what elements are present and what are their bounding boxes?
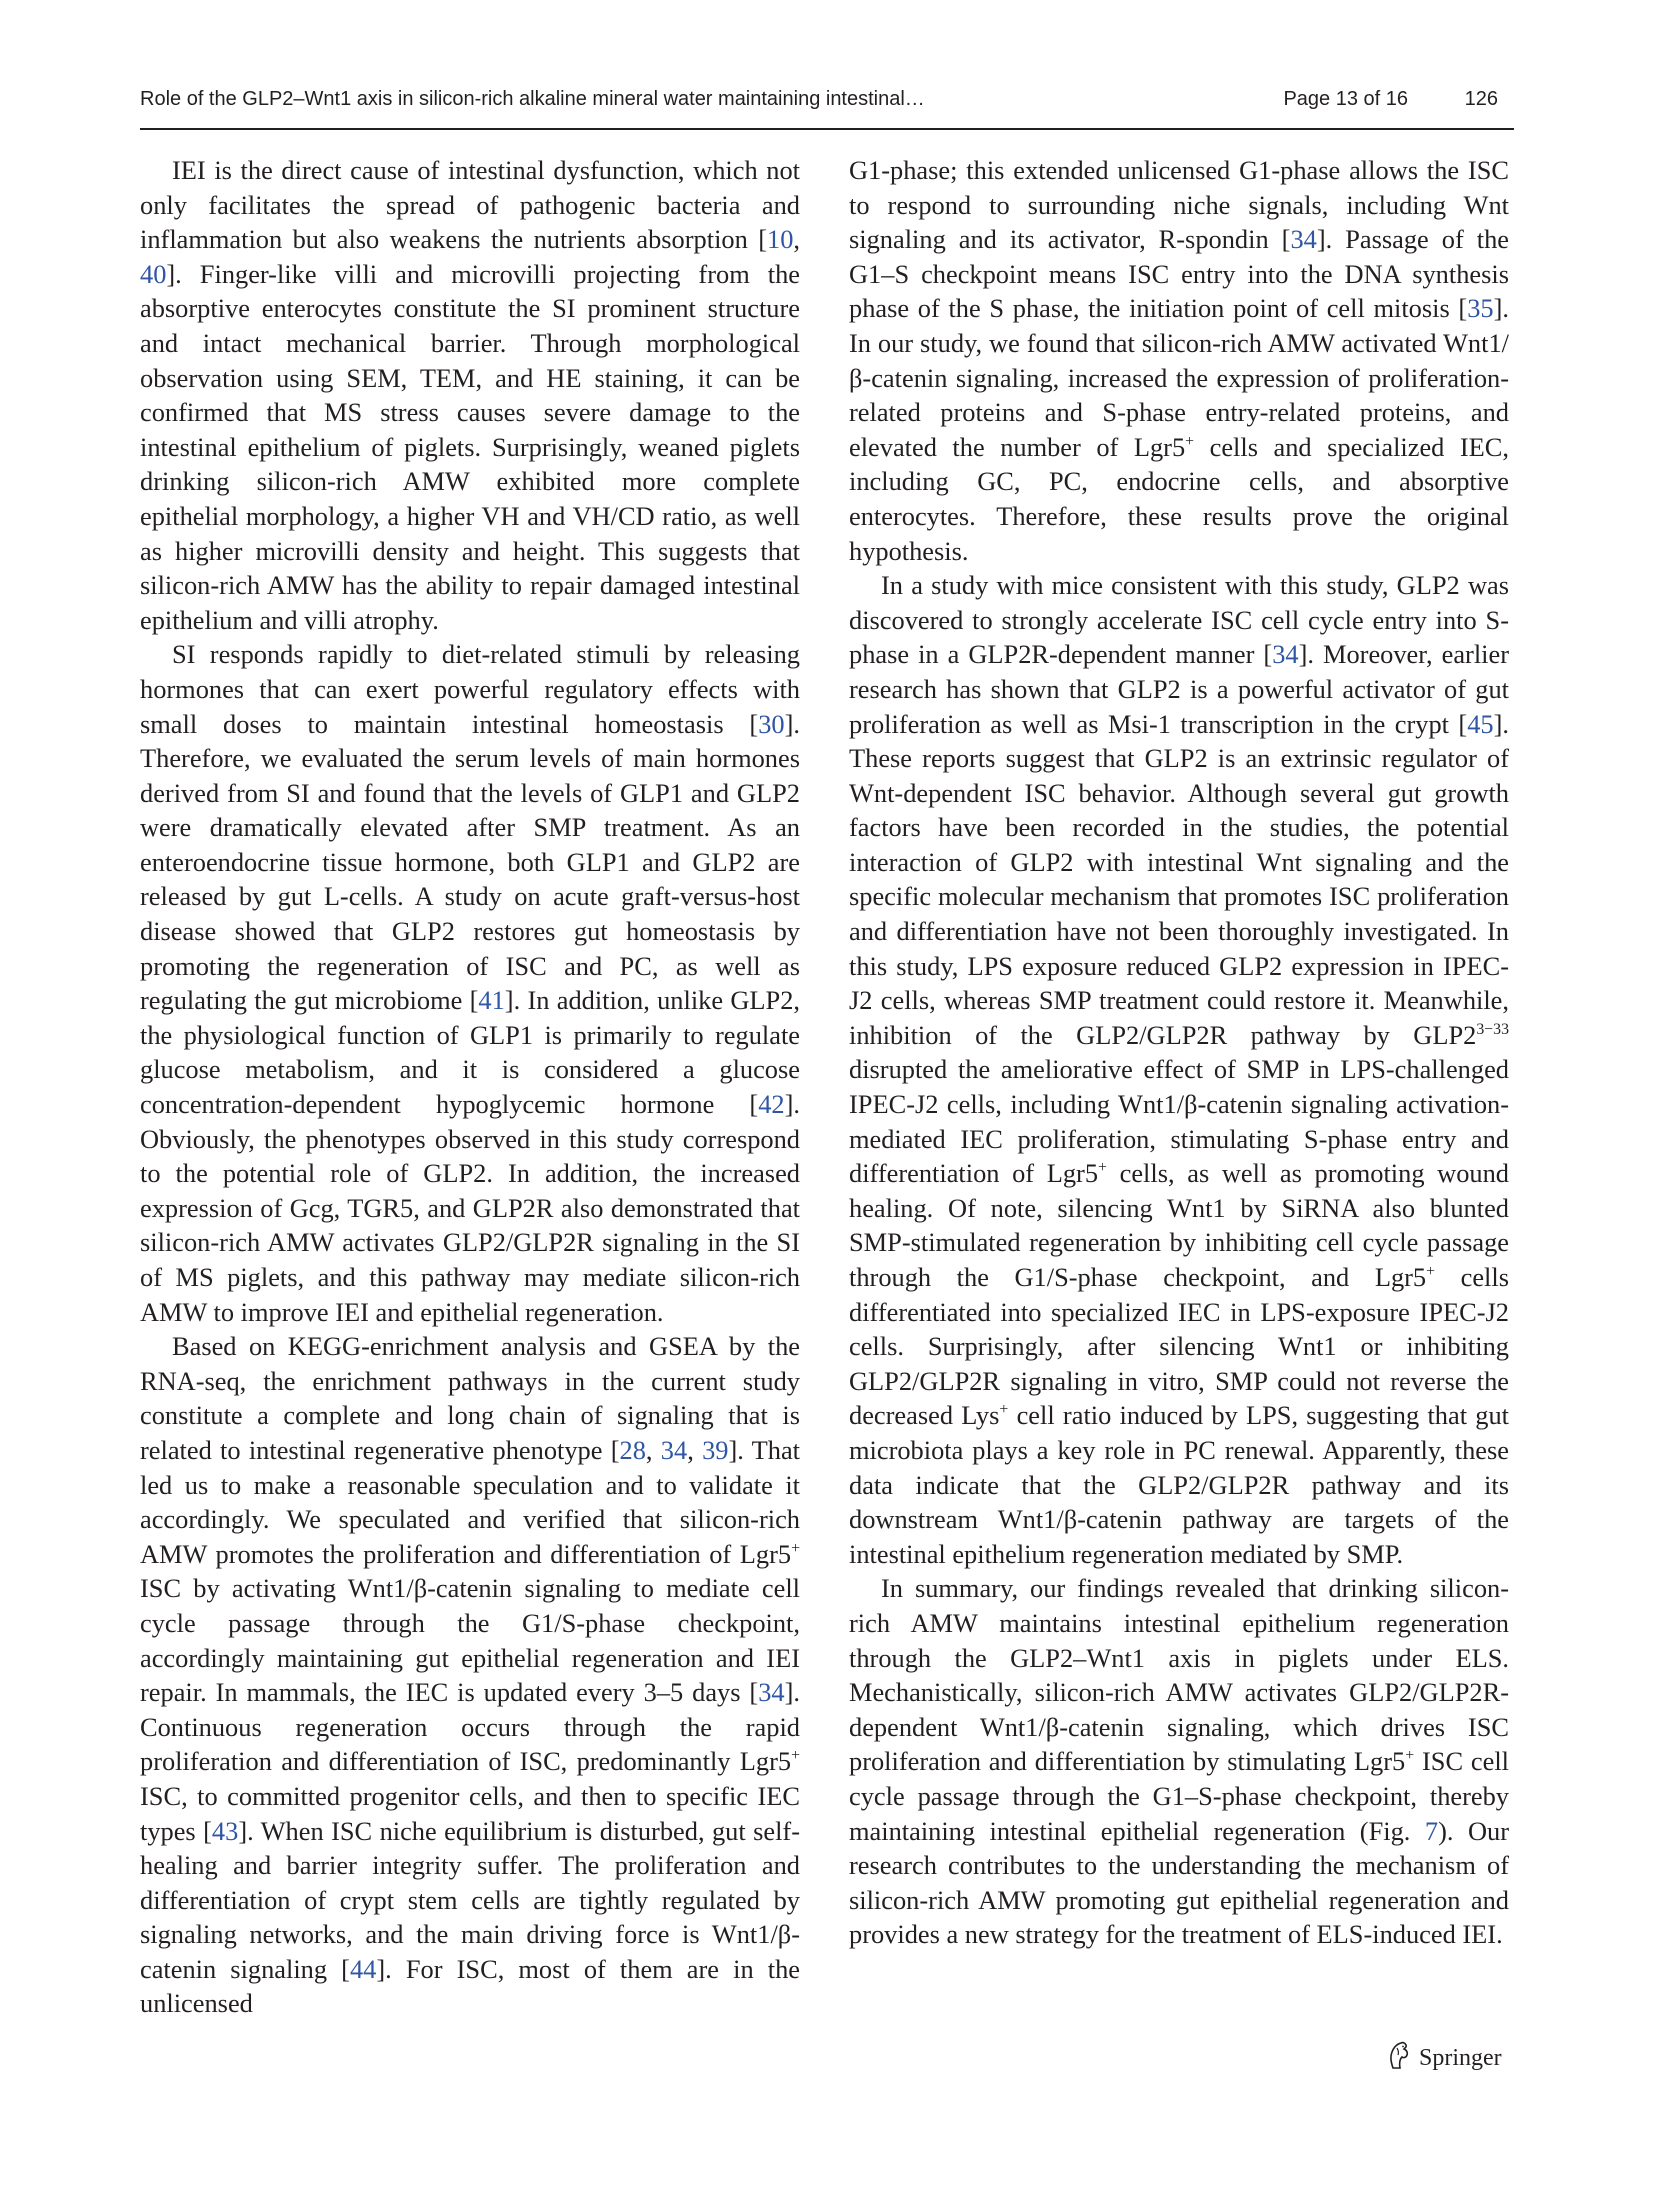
citation-link[interactable]: 39 (702, 1434, 729, 1465)
text-run: ]. Obviously, the phenotypes observed in this study correspond to the potential role of GLP2. In addition, the increased expression of Gcg, TGR5, and GLP2R also demonstrated that silicon-rich AMW activates GLP2/GLP2R signaling in the SI of MS piglets, and this pathway may mediate silicon-rich AMW to improve IEI and epithelial regeneration. (140, 1089, 800, 1327)
superscript: 3−33 (1476, 1021, 1509, 1039)
right-column (849, 153, 1509, 1952)
text-run: , (687, 1434, 703, 1465)
paragraph-si-hormones (140, 637, 800, 1329)
text-run: ]. Continuous regeneration occurs through the rapid proliferation and differentiation of ISC, predominantly Lgr5 (140, 1677, 800, 1777)
text-run: ISC by activating Wnt1/β-catenin signaling to mediate cell cycle passage through the G1/S-phase checkpoint, accordingly maintaining gut epithelial regeneration and IEI repair. In mammals, the IEC is updated every 3–5 days [ (140, 1573, 800, 1708)
superscript: + (1098, 1159, 1107, 1177)
text-run: cells, as well as promoting wound healing. Of note, silencing Wnt1 by SiRNA also blunted SMP-stimulated regeneration by inhibiting cell cycle passage through the G1/S-phase checkpoint, and Lgr5 (849, 1158, 1509, 1292)
running-header (140, 88, 1514, 130)
citation-link[interactable]: 42 (758, 1089, 785, 1120)
text-run: ). Our research contributes to the understanding the mechanism of silicon-rich AMW promoting gut epithelial regeneration and provides a new strategy for the treatment of ELS-induced IEI. (849, 1815, 1509, 1950)
springer-horse-icon (1385, 2040, 1411, 2077)
text-run: ]. Passage of the G1–S checkpoint means ISC entry into the DNA synthesis phase of the S phase, the initiation point of cell mitosis [ (849, 224, 1509, 324)
text-run: ]. When ISC niche equilibrium is disturbed, gut self-healing and barrier integrity suffer. The proliferation and differentiation of crypt stem cells are tightly regulated by signaling networks, and the main driving force is Wnt1/β-catenin signaling [ (140, 1815, 801, 1984)
paragraph-kegg (140, 1329, 800, 2021)
text-run: SI responds rapidly to diet-related stimuli by releasing hormones that can exert powerful regulatory effects with small doses to maintain intestinal homeostasis [ (140, 639, 800, 739)
citation-link[interactable]: 10 (767, 224, 794, 255)
text-run: In a study with mice consistent with this study, GLP2 was discovered to strongly accelerate ISC cell cycle entry into S-phase in a GLP2R-dependent manner [ (849, 570, 1509, 670)
article-number: 126 (1464, 88, 1498, 110)
text-run: In summary, our findings revealed that drinking silicon-rich AMW maintains intestinal epithelium regeneration through the GLP2–Wnt1 axis in piglets under ELS. Mechanistically, silicon-rich AMW activates GLP2/GLP2R-dependent Wnt1/β-catenin signaling, which drives ISC proliferation and differentiation by stimulating Lgr5 (849, 1573, 1509, 1777)
text-run: ]. In addition, unlike GLP2, the physiological function of GLP1 is primarily to regulate glucose metabolism, and it is considered a glucose concentration-dependent hypoglycemic hormone [ (140, 985, 801, 1120)
text-run: ]. For ISC, most of them are in the unlicensed (140, 1953, 800, 2019)
text-run: ]. That led us to make a reasonable speculation and to validate it accordingly. We speculated and verified that silicon-rich AMW promotes the proliferation and differentiation of Lgr5 (140, 1434, 800, 1569)
citation-link[interactable]: 34 (1290, 224, 1317, 255)
text-run: cells differentiated into specialized IEC in LPS-exposure IPEC-J2 cells. Surprisingly, after silencing Wnt1 or inhibiting GLP2/GLP2R signaling in vitro, SMP could not reverse the decreased Lys (849, 1262, 1509, 1431)
page-info: Page 13 of 16 (1283, 88, 1408, 110)
paragraph-mice-study (849, 568, 1509, 1571)
text-run: ]. In our study, we found that silicon-rich AMW activated Wnt1/β-catenin signaling, increased the expression of proliferation-related proteins and S-phase entry-related proteins, and elevated the number of Lgr5 (849, 293, 1509, 462)
text-run: ]. Finger-like villi and microvilli projecting from the absorptive enterocytes constitute the SI prominent structure and intact mechanical barrier. Through morphological observation using SEM, TEM, and HE staining, it can be confirmed that MS stress causes severe damage to the intestinal epithelium of piglets. Surprisingly, weaned piglets drinking silicon-rich AMW exhibited more complete epithelial morphology, a higher VH and VH/CD ratio, as well as higher microvilli density and height. This suggests that silicon-rich AMW has the ability to repair damaged intestinal epithelium and villi atrophy. (140, 258, 800, 635)
citation-link[interactable]: 30 (758, 708, 785, 739)
citation-link[interactable]: 28 (619, 1434, 646, 1465)
citation-link[interactable]: 40 (140, 258, 167, 289)
citation-link[interactable]: 34 (660, 1434, 688, 1465)
citation-link[interactable]: 43 (211, 1815, 239, 1846)
publisher-name: Springer (1419, 2044, 1502, 2071)
superscript: + (999, 1401, 1009, 1419)
text-run: IEI is the direct cause of intestinal dysfunction, which not only facilitates the spread of pathogenic bacteria and inflammation but also weakens the nutrients absorption [ (140, 155, 800, 255)
superscript: + (1185, 432, 1195, 450)
text-run: cell ratio induced by LPS, suggesting that gut microbiota plays a key role in PC renewal. Apparently, these data indicate that the GLP2/GLP2R pathway and its downstream Wnt1/β-catenin pathway are targets of the intestinal epithelium regeneration mediated by SMP. (849, 1400, 1509, 1569)
text-run: ISC, to committed progenitor cells, and then to specific IEC types [ (140, 1780, 800, 1846)
citation-link[interactable]: 45 (1467, 708, 1494, 739)
text-run: ]. These reports suggest that GLP2 is an extrinsic regulator of Wnt-dependent ISC behavior. Although several gut growth factors have been recorded in the studies, the potential interaction of GLP2 with intestinal Wnt signaling and the specific molecular mechanism that promotes ISC proliferation and differentiation have not been thoroughly investigated. In this study, LPS exposure reduced GLP2 expression in IPEC-J2 cells, whereas SMP treatment could restore it. Meanwhile, inhibition of the GLP2/GLP2R pathway by GLP2 (849, 708, 1509, 1050)
text-run: , (645, 1434, 661, 1465)
citation-link[interactable]: 34 (758, 1677, 785, 1708)
paragraph-iei (140, 153, 800, 637)
text-run: G1-phase; this extended unlicensed G1-phase allows the ISC to respond to surrounding niche signals, including Wnt signaling and its activator, R-spondin [ (849, 155, 1509, 255)
text-run: ]. Therefore, we evaluated the serum levels of main hormones derived from SI and found that the levels of GLP1 and GLP2 were dramatically elevated after SMP treatment. As an enteroendocrine tissue hormone, both GLP1 and GLP2 are released by gut L-cells. A study on acute graft-versus-host disease showed that GLP2 restores gut homeostasis by promoting the regeneration of ISC and PC, as well as regulating the gut microbiome [ (140, 708, 800, 1016)
figure-link[interactable]: 7 (1424, 1815, 1439, 1846)
text-run: disrupted the ameliorative effect of SMP in LPS-challenged IPEC-J2 cells, including Wnt1/β-catenin signaling activation-mediated IEC proliferation, stimulating S-phase entry and differentiation of Lgr5 (849, 1054, 1509, 1189)
citation-link[interactable]: 44 (349, 1953, 377, 1984)
text-run: ISC cell cycle passage through the G1–S-phase checkpoint, thereby maintaining intestinal epithelial regeneration (Fig. (849, 1746, 1509, 1846)
left-column (140, 153, 800, 2021)
text-run: cells and specialized IEC, including GC, PC, endocrine cells, and absorptive enterocytes. Therefore, these results prove the original hypothesis. (849, 431, 1509, 566)
citation-link[interactable]: 41 (478, 985, 505, 1016)
text-run: Based on KEGG-enrichment analysis and GSEA by the RNA-seq, the enrichment pathways in the current study constitute a complete and long chain of signaling that is related to intestinal regenerative phenotype [ (140, 1331, 800, 1465)
citation-link[interactable]: 35 (1467, 293, 1494, 324)
publisher-footer (1385, 2038, 1515, 2078)
text-run: ]. Moreover, earlier research has shown that GLP2 is a powerful activator of gut proliferation as well as Msi-1 transcription in the crypt [ (849, 639, 1509, 739)
superscript: + (1405, 1747, 1415, 1765)
superscript: + (1426, 1263, 1436, 1281)
superscript: + (791, 1747, 800, 1765)
paragraph-summary (849, 1571, 1509, 1952)
citation-link[interactable]: 34 (1272, 639, 1299, 670)
text-run: , (793, 224, 800, 255)
paragraph-g1-phase (849, 153, 1509, 568)
running-title: Role of the GLP2–Wnt1 axis in silicon-rich alkaline mineral water maintaining intestinal… (140, 88, 925, 110)
superscript: + (791, 1539, 800, 1557)
